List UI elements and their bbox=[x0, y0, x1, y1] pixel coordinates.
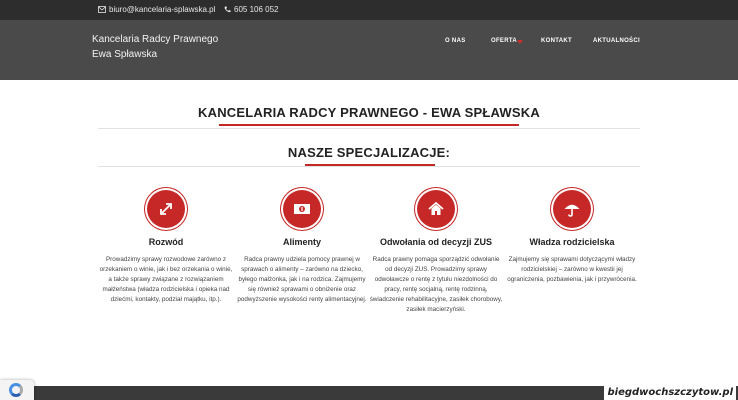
specialization-card-zus bbox=[361, 190, 511, 315]
card-text: Prowadzimy sprawy rozwodowe zarówno z orzekaniem o winie, jak i bez orzekania o winie, a także sprawy związane z rozwiązaniem małżeństwa (władza rodzicielska i opieka nad dziećmi, kontakty, podział majątku, itp.). bbox=[99, 256, 233, 303]
watermark: biegdwochszczytow.pl bbox=[604, 386, 736, 400]
card-title[interactable]: Odwołania od decyzji ZUS bbox=[379, 237, 493, 247]
section-divider-2 bbox=[98, 166, 640, 167]
arrows-expand-icon[interactable] bbox=[147, 190, 185, 228]
specialization-card-rozwod bbox=[91, 190, 241, 305]
menu-item-o-nas[interactable]: O NAS bbox=[445, 38, 466, 44]
menu-item-kontakt[interactable]: KONTAKT bbox=[541, 38, 572, 44]
dropdown-caret-icon[interactable] bbox=[517, 40, 523, 44]
phone-text[interactable]: 605 106 052 bbox=[234, 5, 279, 14]
recaptcha-icon bbox=[9, 383, 23, 397]
phone-contact[interactable] bbox=[224, 5, 279, 14]
card-text: Zajmujemy się sprawami dotyczącymi władzy rodzicielskiej – zarówno w kwestii jej ograniczenia, pozbawienia, jak i przywrócenia. bbox=[507, 256, 637, 283]
card-title[interactable]: Alimenty bbox=[282, 237, 321, 247]
recaptcha-badge[interactable] bbox=[0, 380, 34, 400]
envelope-icon bbox=[98, 6, 106, 13]
card-text: Radca prawny udziela pomocy prawnej w sprawach o alimenty – zarówno na dziecko, byłego małżonka, jak i na rodzica. Zajmujemy się również sprawami o obniżenie oraz podwyższenie wysokości renty alimentacyjnej. bbox=[237, 256, 367, 303]
specialization-card-wladza bbox=[497, 190, 647, 285]
phone-icon bbox=[224, 6, 231, 13]
email-text[interactable]: biuro@kancelaria-splawska.pl bbox=[109, 5, 216, 14]
card-text: Radca prawny pomaga sporządzić odwołanie od decyzji ZUS. Prowadzimy sprawy odwoławcze o rentę z tytułu niezdolności do pracy, rentę socjalną, rentę rodzinną, świadczenie rehabilitacyjne, zasiłek chorobowy, zasiłek macierzyński. bbox=[369, 256, 503, 313]
card-title[interactable]: Rozwód bbox=[148, 237, 184, 247]
top-contact-bar bbox=[0, 0, 738, 20]
email-contact[interactable] bbox=[98, 5, 215, 14]
brand-line-2[interactable]: Ewa Spławska bbox=[92, 49, 158, 60]
section-title: NASZE SPECJALIZACJE: bbox=[287, 145, 451, 160]
title-underline bbox=[219, 124, 519, 126]
page-title: KANCELARIA RADCY PRAWNEGO - EWA SPŁAWSKA bbox=[198, 105, 540, 120]
money-icon[interactable] bbox=[283, 190, 321, 228]
brand-line-1[interactable]: Kancelaria Radcy Prawnego bbox=[92, 34, 219, 45]
card-title[interactable]: Władza rodzicielska bbox=[529, 237, 615, 247]
main-menu bbox=[0, 38, 738, 52]
home-icon[interactable] bbox=[417, 190, 455, 228]
section-divider bbox=[98, 128, 640, 129]
main-navbar bbox=[0, 20, 738, 80]
menu-item-aktualnosci[interactable]: AKTUALNOŚCI bbox=[593, 38, 640, 44]
menu-item-oferta[interactable]: OFERTA bbox=[491, 38, 518, 44]
specialization-card-alimenty bbox=[227, 190, 377, 305]
umbrella-icon[interactable] bbox=[553, 190, 591, 228]
